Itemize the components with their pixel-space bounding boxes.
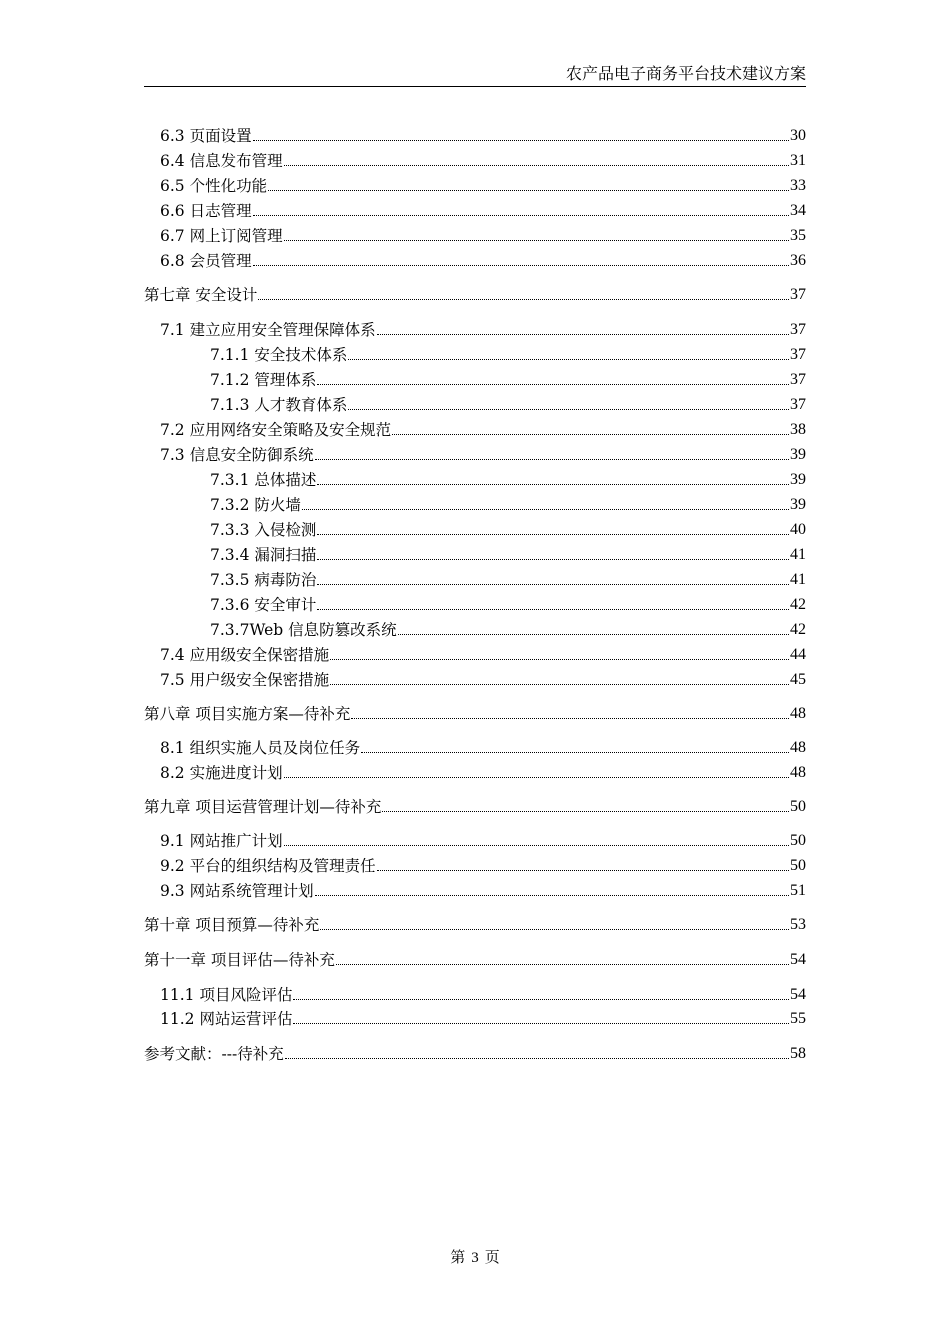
toc-entry-page: 58	[790, 1045, 806, 1062]
toc-entry[interactable]	[0, 669, 806, 691]
toc-entry[interactable]	[0, 855, 806, 877]
toc-entry-label: 9.2 平台的组织结构及管理责任	[160, 857, 376, 875]
toc-entry-page: 48	[790, 764, 806, 781]
toc-entry[interactable]	[0, 225, 806, 247]
toc-entry-label: 第十章 项目预算—待补充	[144, 916, 320, 934]
toc-dot-leader	[348, 359, 789, 360]
toc-entry-page: 33	[790, 177, 806, 194]
toc-entry-label: 7.5 用户级安全保密措施	[160, 671, 330, 689]
toc-entry-label: 7.1.1 安全技术体系	[210, 346, 348, 364]
toc-dot-leader	[392, 434, 789, 435]
toc-entry-label: 第九章 项目运营管理计划—待补充	[144, 798, 382, 816]
toc-dot-leader	[284, 240, 789, 241]
toc-entry-label: 8.1 组织实施人员及岗位任务	[160, 739, 361, 757]
toc-entry[interactable]	[0, 949, 806, 971]
toc-entry-label: 参考文献：---待补充	[144, 1045, 284, 1063]
toc-entry[interactable]	[0, 494, 806, 516]
toc-dot-leader	[317, 484, 789, 485]
toc-dot-leader	[348, 409, 789, 410]
footer-page-number: 3	[471, 1250, 479, 1266]
toc-dot-leader	[293, 1023, 789, 1024]
toc-entry-page: 42	[790, 621, 806, 638]
toc-entry-label: 7.3.7Web 信息防篡改系统	[210, 621, 397, 639]
toc-entry-label: 第十一章 项目评估—待补充	[144, 951, 335, 969]
toc-entry-page: 48	[790, 739, 806, 756]
toc-dot-leader	[293, 999, 789, 1000]
toc-dot-leader	[317, 609, 789, 610]
toc-dot-leader	[317, 584, 789, 585]
toc-entry-label: 第七章 安全设计	[144, 286, 258, 304]
toc-entry-label: 7.3.6 安全审计	[210, 596, 317, 614]
toc-dot-leader	[317, 559, 789, 560]
toc-entry[interactable]	[0, 644, 806, 666]
toc-entry-page: 30	[790, 127, 806, 144]
toc-dot-leader	[398, 634, 789, 635]
toc-dot-leader	[285, 1058, 789, 1059]
toc-entry[interactable]	[0, 544, 806, 566]
toc-entry-page: 41	[790, 546, 806, 563]
toc-entry[interactable]	[0, 737, 806, 759]
toc-entry-label: 7.4 应用级安全保密措施	[160, 646, 330, 664]
toc-entry[interactable]	[0, 1008, 806, 1030]
page-header-title: 农产品电子商务平台技术建议方案	[565, 64, 806, 83]
toc-dot-leader	[377, 334, 789, 335]
toc-dot-leader	[361, 752, 789, 753]
toc-entry-label: 7.3 信息安全防御系统	[160, 446, 314, 464]
toc-dot-leader	[336, 964, 789, 965]
toc-entry-page: 44	[790, 646, 806, 663]
toc-entry-label: 7.1.3 人才教育体系	[210, 396, 348, 414]
toc-dot-leader	[284, 777, 789, 778]
toc-entry-label: 第八章 项目实施方案—待补充	[144, 705, 351, 723]
toc-entry-page: 42	[790, 596, 806, 613]
toc-dot-leader	[315, 459, 789, 460]
toc-entry-label: 7.3.4 漏洞扫描	[210, 546, 317, 564]
toc-entry-label: 7.3.5 病毒防治	[210, 571, 317, 589]
toc-entry-page: 55	[790, 1010, 806, 1027]
toc-entry[interactable]	[0, 284, 806, 306]
toc-entry-page: 38	[790, 421, 806, 438]
toc-entry-page: 50	[790, 798, 806, 815]
toc-entry-label: 6.7 网上订阅管理	[160, 227, 283, 245]
toc-entry[interactable]	[0, 830, 806, 852]
toc-entry-page: 39	[790, 446, 806, 463]
toc-entry[interactable]	[0, 250, 806, 272]
toc-entry-page: 39	[790, 496, 806, 513]
toc-entry[interactable]	[0, 175, 806, 197]
toc-entry-page: 37	[790, 371, 806, 388]
toc-dot-leader	[253, 265, 789, 266]
toc-entry[interactable]	[0, 796, 806, 818]
toc-entry-page: 51	[790, 882, 806, 899]
toc-entry-page: 54	[790, 951, 806, 968]
toc-entry-page: 40	[790, 521, 806, 538]
toc-entry-page: 36	[790, 252, 806, 269]
toc-entry-label: 7.3.1 总体描述	[210, 471, 317, 489]
toc-entry-page: 37	[790, 346, 806, 363]
toc-dot-leader	[377, 870, 789, 871]
toc-entry-page: 35	[790, 227, 806, 244]
toc-entry[interactable]	[0, 594, 806, 616]
toc-dot-leader	[284, 165, 789, 166]
toc-entry[interactable]	[0, 469, 806, 491]
toc-entry[interactable]	[0, 200, 806, 222]
toc-entry[interactable]	[0, 880, 806, 902]
toc-entry[interactable]	[0, 444, 806, 466]
toc-entry[interactable]	[0, 762, 806, 784]
toc-entry[interactable]	[0, 519, 806, 541]
toc-dot-leader	[253, 215, 789, 216]
toc-entry-page: 53	[790, 916, 806, 933]
toc-dot-leader	[317, 534, 789, 535]
toc-entry-label: 7.1.2 管理体系	[210, 371, 317, 389]
toc-entry-label: 7.1 建立应用安全管理保障体系	[160, 321, 376, 339]
toc-entry-page: 50	[790, 857, 806, 874]
toc-entry-label: 6.4 信息发布管理	[160, 152, 283, 170]
toc-entry[interactable]	[0, 150, 806, 172]
page-footer	[0, 1246, 950, 1267]
toc-dot-leader	[253, 140, 789, 141]
toc-entry-page: 37	[790, 396, 806, 413]
toc-entry[interactable]	[0, 394, 806, 416]
toc-entry-page: 45	[790, 671, 806, 688]
toc-entry-label: 9.1 网站推广计划	[160, 832, 283, 850]
footer-prefix: 第	[450, 1248, 466, 1266]
toc-entry[interactable]	[0, 1043, 806, 1065]
toc-entry[interactable]	[0, 914, 806, 936]
toc-entry-page: 50	[790, 832, 806, 849]
toc-dot-leader	[382, 811, 789, 812]
toc-dot-leader	[330, 684, 789, 685]
toc-entry-page: 48	[790, 705, 806, 722]
toc-dot-leader	[302, 509, 789, 510]
toc-dot-leader	[317, 384, 789, 385]
footer-suffix: 页	[484, 1248, 500, 1266]
toc-entry-page: 34	[790, 202, 806, 219]
toc-entry-label: 9.3 网站系统管理计划	[160, 882, 314, 900]
toc-entry-label: 7.3.2 防火墙	[210, 496, 301, 514]
toc-entry-label: 8.2 实施进度计划	[160, 764, 283, 782]
toc-entry-page: 31	[790, 152, 806, 169]
toc-entry-page: 37	[790, 286, 806, 303]
toc-entry[interactable]	[0, 984, 806, 1006]
toc-dot-leader	[258, 299, 789, 300]
toc-entry[interactable]	[0, 319, 806, 341]
toc-entry-label: 11.1 项目风险评估	[160, 986, 293, 1004]
toc-entry[interactable]	[0, 619, 806, 641]
header-rule	[144, 86, 806, 87]
toc-entry-page: 41	[790, 571, 806, 588]
toc-entry-label: 7.3.3 入侵检测	[210, 521, 317, 539]
toc-entry-label: 11.2 网站运营评估	[160, 1010, 293, 1028]
toc-entry[interactable]	[0, 125, 806, 147]
toc-dot-leader	[330, 659, 789, 660]
toc-entry[interactable]	[0, 703, 806, 725]
toc-entry[interactable]	[0, 369, 806, 391]
toc-entry-page: 54	[790, 986, 806, 1003]
toc-entry[interactable]	[0, 419, 806, 441]
toc-entry-label: 6.8 会员管理	[160, 252, 252, 270]
toc-entry[interactable]	[0, 569, 806, 591]
toc-entry-page: 37	[790, 321, 806, 338]
toc-entry-page: 39	[790, 471, 806, 488]
toc-dot-leader	[268, 190, 789, 191]
toc-entry[interactable]	[0, 344, 806, 366]
toc-entry-label: 6.5 个性化功能	[160, 177, 268, 195]
toc-dot-leader	[284, 845, 789, 846]
toc-entry-label: 7.2 应用网络安全策略及安全规范	[160, 421, 392, 439]
toc-entry-label: 6.3 页面设置	[160, 127, 252, 145]
toc-dot-leader	[351, 718, 789, 719]
toc-dot-leader	[315, 895, 789, 896]
toc-dot-leader	[320, 929, 789, 930]
toc-entry-label: 6.6 日志管理	[160, 202, 252, 220]
